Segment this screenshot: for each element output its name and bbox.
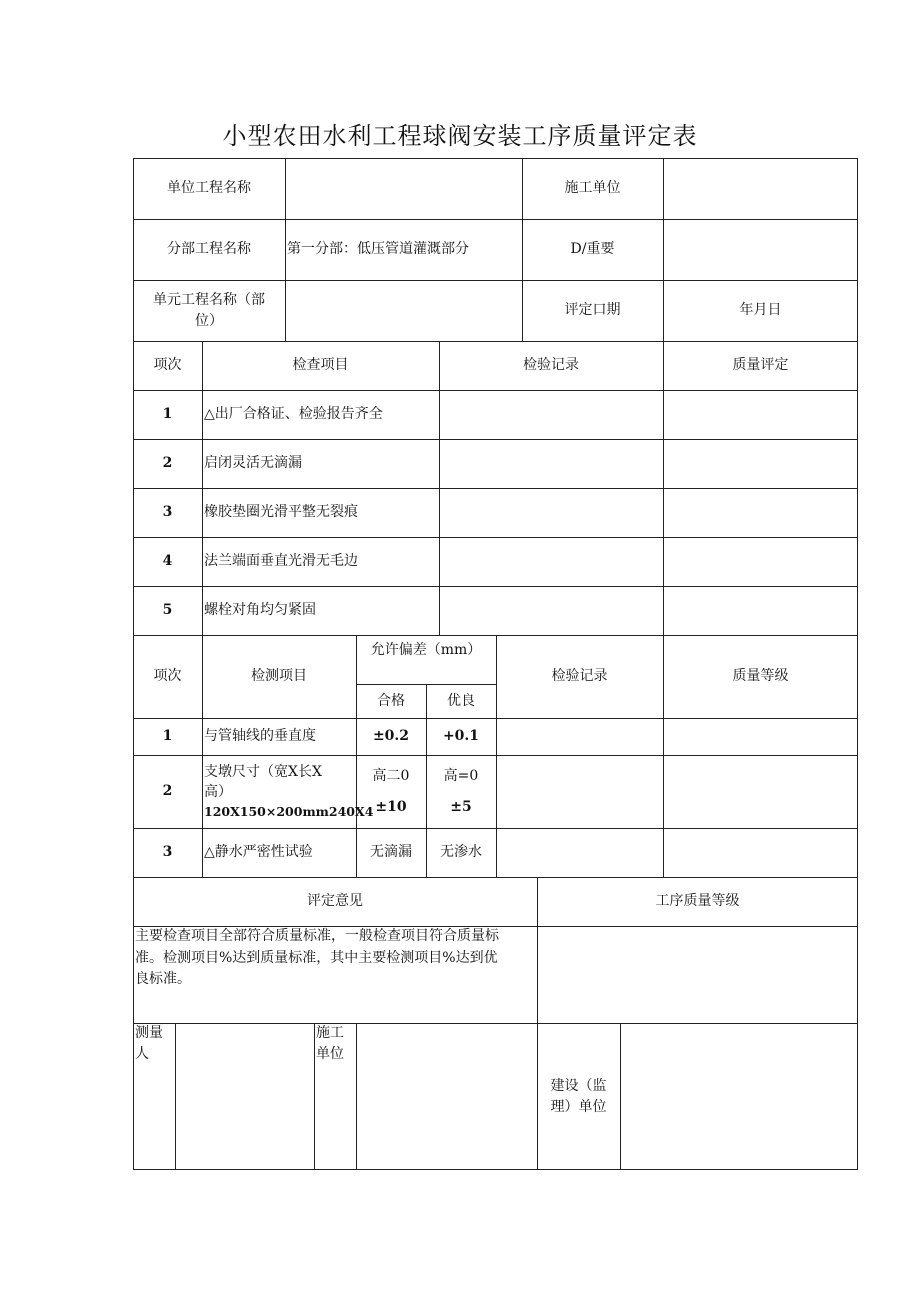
division-project-label: 分部工程名称 — [167, 241, 251, 257]
element-project-label — [133, 280, 285, 341]
item-line-1: 支墩尺寸（宽X长X — [204, 764, 322, 781]
measurer-label-line-1: 测量 — [135, 1025, 163, 1041]
measurement-col-item: 检测项目 — [251, 668, 307, 684]
measurer-signature[interactable] — [175, 1023, 314, 1170]
measurer-label-line-2: 人 — [135, 1046, 149, 1062]
measurement-row-item — [202, 755, 374, 828]
builder-label-line-1: 施工 — [316, 1025, 344, 1041]
inspection-row-item: 螺栓对角均匀紧固 — [204, 602, 316, 618]
inspection-row-item: 启闭灵活无滴漏 — [204, 455, 302, 471]
grade-label: 工序质量等级 — [655, 893, 740, 909]
measurement-row-qualified: 无滴漏 — [370, 844, 412, 860]
inspection-col-quality: 质量评定 — [732, 357, 789, 373]
inspection-row-no: 5 — [162, 602, 173, 618]
inspection-row-no: 2 — [162, 455, 173, 471]
opinion-label: 评定意见 — [307, 893, 363, 909]
item-line-3: 120X150×200mm240X4 — [204, 803, 374, 819]
measurement-col-tolerance: 允许偏差（mm） — [370, 641, 482, 658]
opinion-text[interactable] — [133, 926, 537, 1023]
excellent-line-1: 高=0 — [443, 767, 479, 784]
form-title: 小型农田水利工程球阀安装工序质量评定表 — [222, 122, 698, 150]
builder-signature[interactable] — [356, 1023, 537, 1170]
element-project-label-line-1: 单元工程名称（部 — [153, 291, 265, 308]
measurement-row-no: 2 — [162, 783, 173, 799]
supervisor-signature[interactable] — [620, 1023, 858, 1170]
inspection-row-item: △出厂合格证、检验报告齐全 — [204, 406, 383, 422]
unit-project-label: 单位工程名称 — [167, 180, 251, 196]
measurement-row-qualified — [356, 755, 426, 828]
inspection-row-item: 橡胶垫圈光滑平整无裂痕 — [204, 504, 358, 520]
qualified-line-1: 高二0 — [372, 767, 410, 784]
element-project-value[interactable] — [285, 280, 522, 341]
measurement-col-qualified: 合格 — [377, 692, 405, 709]
measurement-row-excellent: 无渗水 — [440, 844, 482, 860]
measurement-row-no: 3 — [162, 844, 173, 860]
eval-date-value[interactable]: 年月日 — [739, 302, 782, 318]
builder-label-line-2: 单位 — [316, 1046, 344, 1062]
excellent-line-2: ±5 — [450, 798, 472, 815]
importance-value[interactable] — [663, 219, 858, 280]
inspection-col-no: 项次 — [153, 357, 182, 373]
qualified-line-2: ±10 — [375, 798, 407, 815]
unit-project-value[interactable] — [285, 158, 522, 219]
measurement-row-excellent — [426, 755, 496, 828]
inspection-col-record: 检验记录 — [523, 357, 579, 373]
inspection-row-no: 1 — [162, 406, 173, 422]
inspection-col-item: 检查项目 — [292, 357, 349, 373]
element-project-label-line-2: 位） — [195, 312, 223, 329]
opinion-line-3: 良标准。 — [135, 971, 191, 988]
measurement-col-grade: 质量等级 — [732, 668, 789, 684]
measurer-label — [133, 1023, 175, 1170]
measurement-row-item: △静水严密性试验 — [204, 844, 313, 860]
construction-unit-value[interactable] — [663, 158, 858, 219]
inspection-row-no: 3 — [162, 504, 173, 520]
supervisor-label — [537, 1023, 620, 1170]
division-project-value[interactable]: 第一分部：低压管道灌溉部分 — [287, 241, 469, 257]
eval-date-label: 评定口期 — [564, 302, 621, 318]
measurement-row-item: 与管轴线的垂直度 — [204, 728, 316, 744]
supervisor-label-line-1: 建设（监 — [550, 1077, 607, 1094]
measurement-row-no: 1 — [162, 728, 173, 744]
grade-value[interactable] — [537, 926, 858, 1023]
importance-label: D/重要 — [570, 241, 615, 257]
measurement-col-no: 项次 — [153, 668, 182, 684]
construction-unit-label: 施工单位 — [564, 180, 621, 196]
inspection-row-item: 法兰端面垂直光滑无毛边 — [204, 553, 358, 569]
item-line-2: 高） — [204, 784, 232, 801]
supervisor-label-line-2: 理）单位 — [550, 1098, 607, 1115]
measurement-row-qualified: ±0.2 — [372, 728, 410, 744]
opinion-line-2: 准。检测项目%达到质量标准，其中主要检测项目%达到优 — [135, 949, 498, 966]
opinion-line-1: 主要检查项目全部符合质量标准，一般检查项目符合质量标 — [135, 928, 499, 944]
measurement-col-excellent: 优良 — [447, 692, 475, 709]
inspection-row-no: 4 — [162, 553, 173, 569]
builder-label — [314, 1023, 356, 1170]
measurement-col-record: 检验记录 — [551, 668, 608, 684]
measurement-row-excellent: +0.1 — [442, 728, 480, 744]
